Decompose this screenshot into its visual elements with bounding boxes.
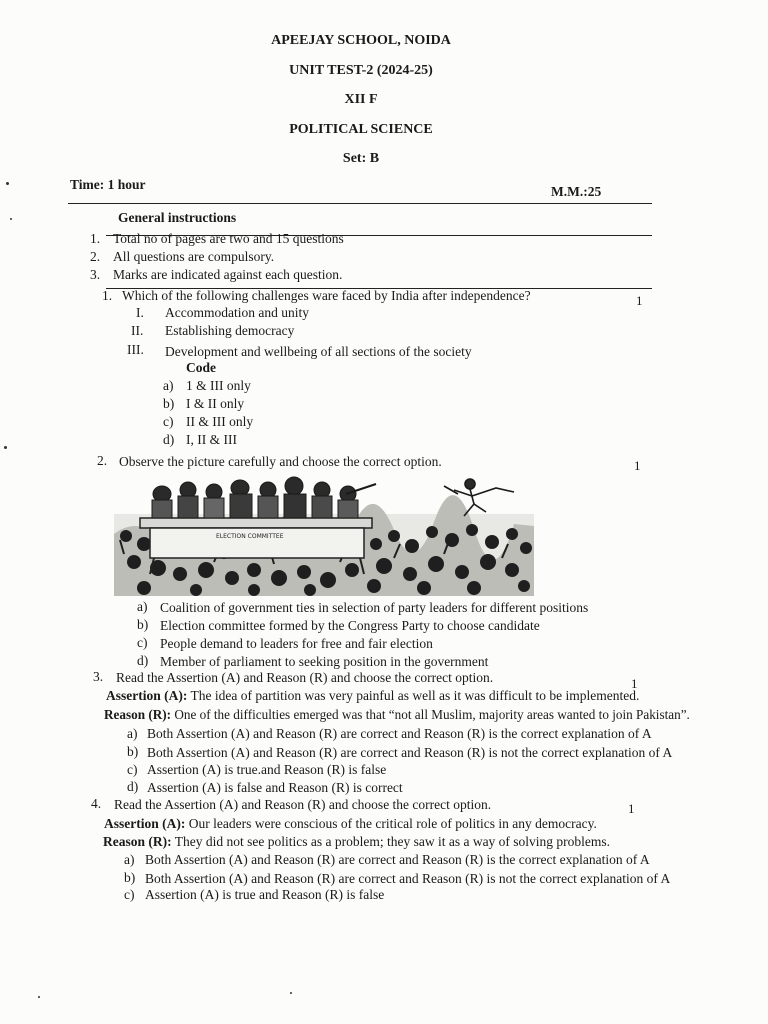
scan-speck — [6, 182, 9, 185]
reason-text: They did not see politics as a problem; they saw it as a way of solving problems. — [174, 834, 611, 849]
option-text: Election committee formed by the Congress Party to choose candidate — [160, 618, 540, 633]
option-label: d) — [163, 432, 175, 447]
instruction-num: 3. — [90, 267, 101, 282]
option-label: b) — [163, 396, 175, 411]
school-name: APEEJAY SCHOOL, NOIDA — [271, 33, 451, 48]
option-text: Both Assertion (A) and Reason (R) are correct and Reason (R) is the correct explanation of A — [147, 726, 652, 741]
option-label: b) — [137, 617, 149, 632]
option-label: d) — [137, 653, 149, 668]
header-rule — [68, 203, 652, 204]
option-label: d) — [127, 779, 139, 794]
statement-text: Accommodation and unity — [165, 305, 309, 320]
set-label: Set: B — [342, 151, 380, 166]
instruction-num: 1. — [90, 231, 101, 246]
assertion-text: The idea of partition was very painful as well as it was difficult to be implemented. — [190, 688, 640, 703]
option-text: Member of parliament to seeking position in the government — [160, 654, 489, 669]
question-marks: 1 — [631, 676, 638, 691]
option-text: Both Assertion (A) and Reason (R) are correct and Reason (R) is not the correct explanation of A — [147, 745, 673, 760]
statement-text: Development and wellbeing of all sections of the society — [165, 344, 472, 359]
question-marks: 1 — [634, 458, 641, 473]
question-marks: 1 — [636, 293, 643, 308]
question-text: Observe the picture carefully and choose the correct option. — [119, 454, 442, 469]
option-label: c) — [137, 635, 148, 650]
option-label: c) — [127, 762, 138, 777]
assertion-label: Assertion (A): — [104, 816, 186, 831]
question-number: 2. — [97, 453, 108, 468]
question-number: 1. — [102, 288, 113, 303]
option-text: Assertion (A) is true and Reason (R) is false — [145, 887, 385, 902]
question-text: Read the Assertion (A) and Reason (R) and choose the correct option. — [114, 797, 492, 812]
test-title: UNIT TEST-2 (2024-25) — [289, 63, 433, 78]
option-text: Assertion (A) is true.and Reason (R) is false — [147, 762, 387, 777]
assertion-line — [106, 688, 639, 704]
max-marks: M.M.:25 — [551, 184, 602, 199]
option-text: Both Assertion (A) and Reason (R) are correct and Reason (R) is not the correct explanation of A — [145, 871, 671, 886]
scan-speck — [38, 996, 40, 998]
reason-label: Reason (R): — [104, 707, 172, 722]
option-text: I, II & III — [186, 432, 237, 447]
statement-num: I. — [136, 305, 144, 320]
assertion-text: Our leaders were conscious of the critical role of politics in any democracy. — [188, 816, 597, 831]
option-label: a) — [163, 378, 174, 393]
question-text: Which of the following challenges ware faced by India after independence? — [122, 288, 531, 303]
option-text: Coalition of government ties in selection of party leaders for different positions — [160, 600, 589, 615]
statement-num: III. — [127, 342, 144, 357]
subject-name: POLITICAL SCIENCE — [289, 122, 433, 137]
question-number: 4. — [91, 796, 102, 811]
committee-members — [152, 477, 376, 518]
question-text: Read the Assertion (A) and Reason (R) and choose the correct option. — [116, 670, 494, 685]
option-text: 1 & III only — [186, 378, 251, 393]
table-caption: ELECTION COMMITTEE — [216, 533, 284, 540]
scan-speck — [290, 992, 292, 994]
class-name: XII F — [344, 92, 378, 107]
assertion-line — [104, 816, 597, 832]
reason-line — [103, 834, 610, 850]
assertion-label: Assertion (A): — [106, 688, 188, 703]
code-label: Code — [186, 360, 216, 375]
reason-text: One of the difficulties emerged was that “not all Muslim, majority areas wanted to join Pakistan”. — [174, 707, 690, 722]
option-label: c) — [124, 887, 135, 902]
option-label: a) — [127, 726, 138, 741]
option-text: II & III only — [186, 414, 254, 429]
option-text: I & II only — [186, 396, 245, 411]
statement-num: II. — [131, 323, 144, 338]
instruction-text: Marks are indicated against each question. — [113, 267, 343, 282]
option-text: People demand to leaders for free and fair election — [160, 636, 433, 651]
instruction-num: 2. — [90, 249, 101, 264]
scan-speck — [10, 218, 12, 220]
scan-speck — [4, 446, 7, 449]
option-label: c) — [163, 414, 174, 429]
option-label: b) — [127, 744, 139, 759]
option-text: Assertion (A) is false and Reason (R) is correct — [147, 780, 403, 795]
question-marks: 1 — [628, 801, 635, 816]
reason-label: Reason (R): — [103, 834, 172, 849]
option-label: a) — [137, 599, 148, 614]
instructions-title: General instructions — [118, 210, 237, 225]
instruction-text: All questions are compulsory. — [113, 249, 275, 264]
reason-line — [104, 707, 690, 723]
time-label: Time: 1 hour — [70, 177, 146, 192]
election-committee-cartoon — [114, 474, 534, 596]
option-label: b) — [124, 870, 136, 885]
instruction-text: Total no of pages are two and 15 questions — [113, 231, 344, 246]
question-number: 3. — [93, 669, 104, 684]
statement-text: Establishing democracy — [165, 323, 295, 338]
option-label: a) — [124, 852, 135, 867]
option-text: Both Assertion (A) and Reason (R) are correct and Reason (R) is the correct explanation of A — [145, 852, 650, 867]
